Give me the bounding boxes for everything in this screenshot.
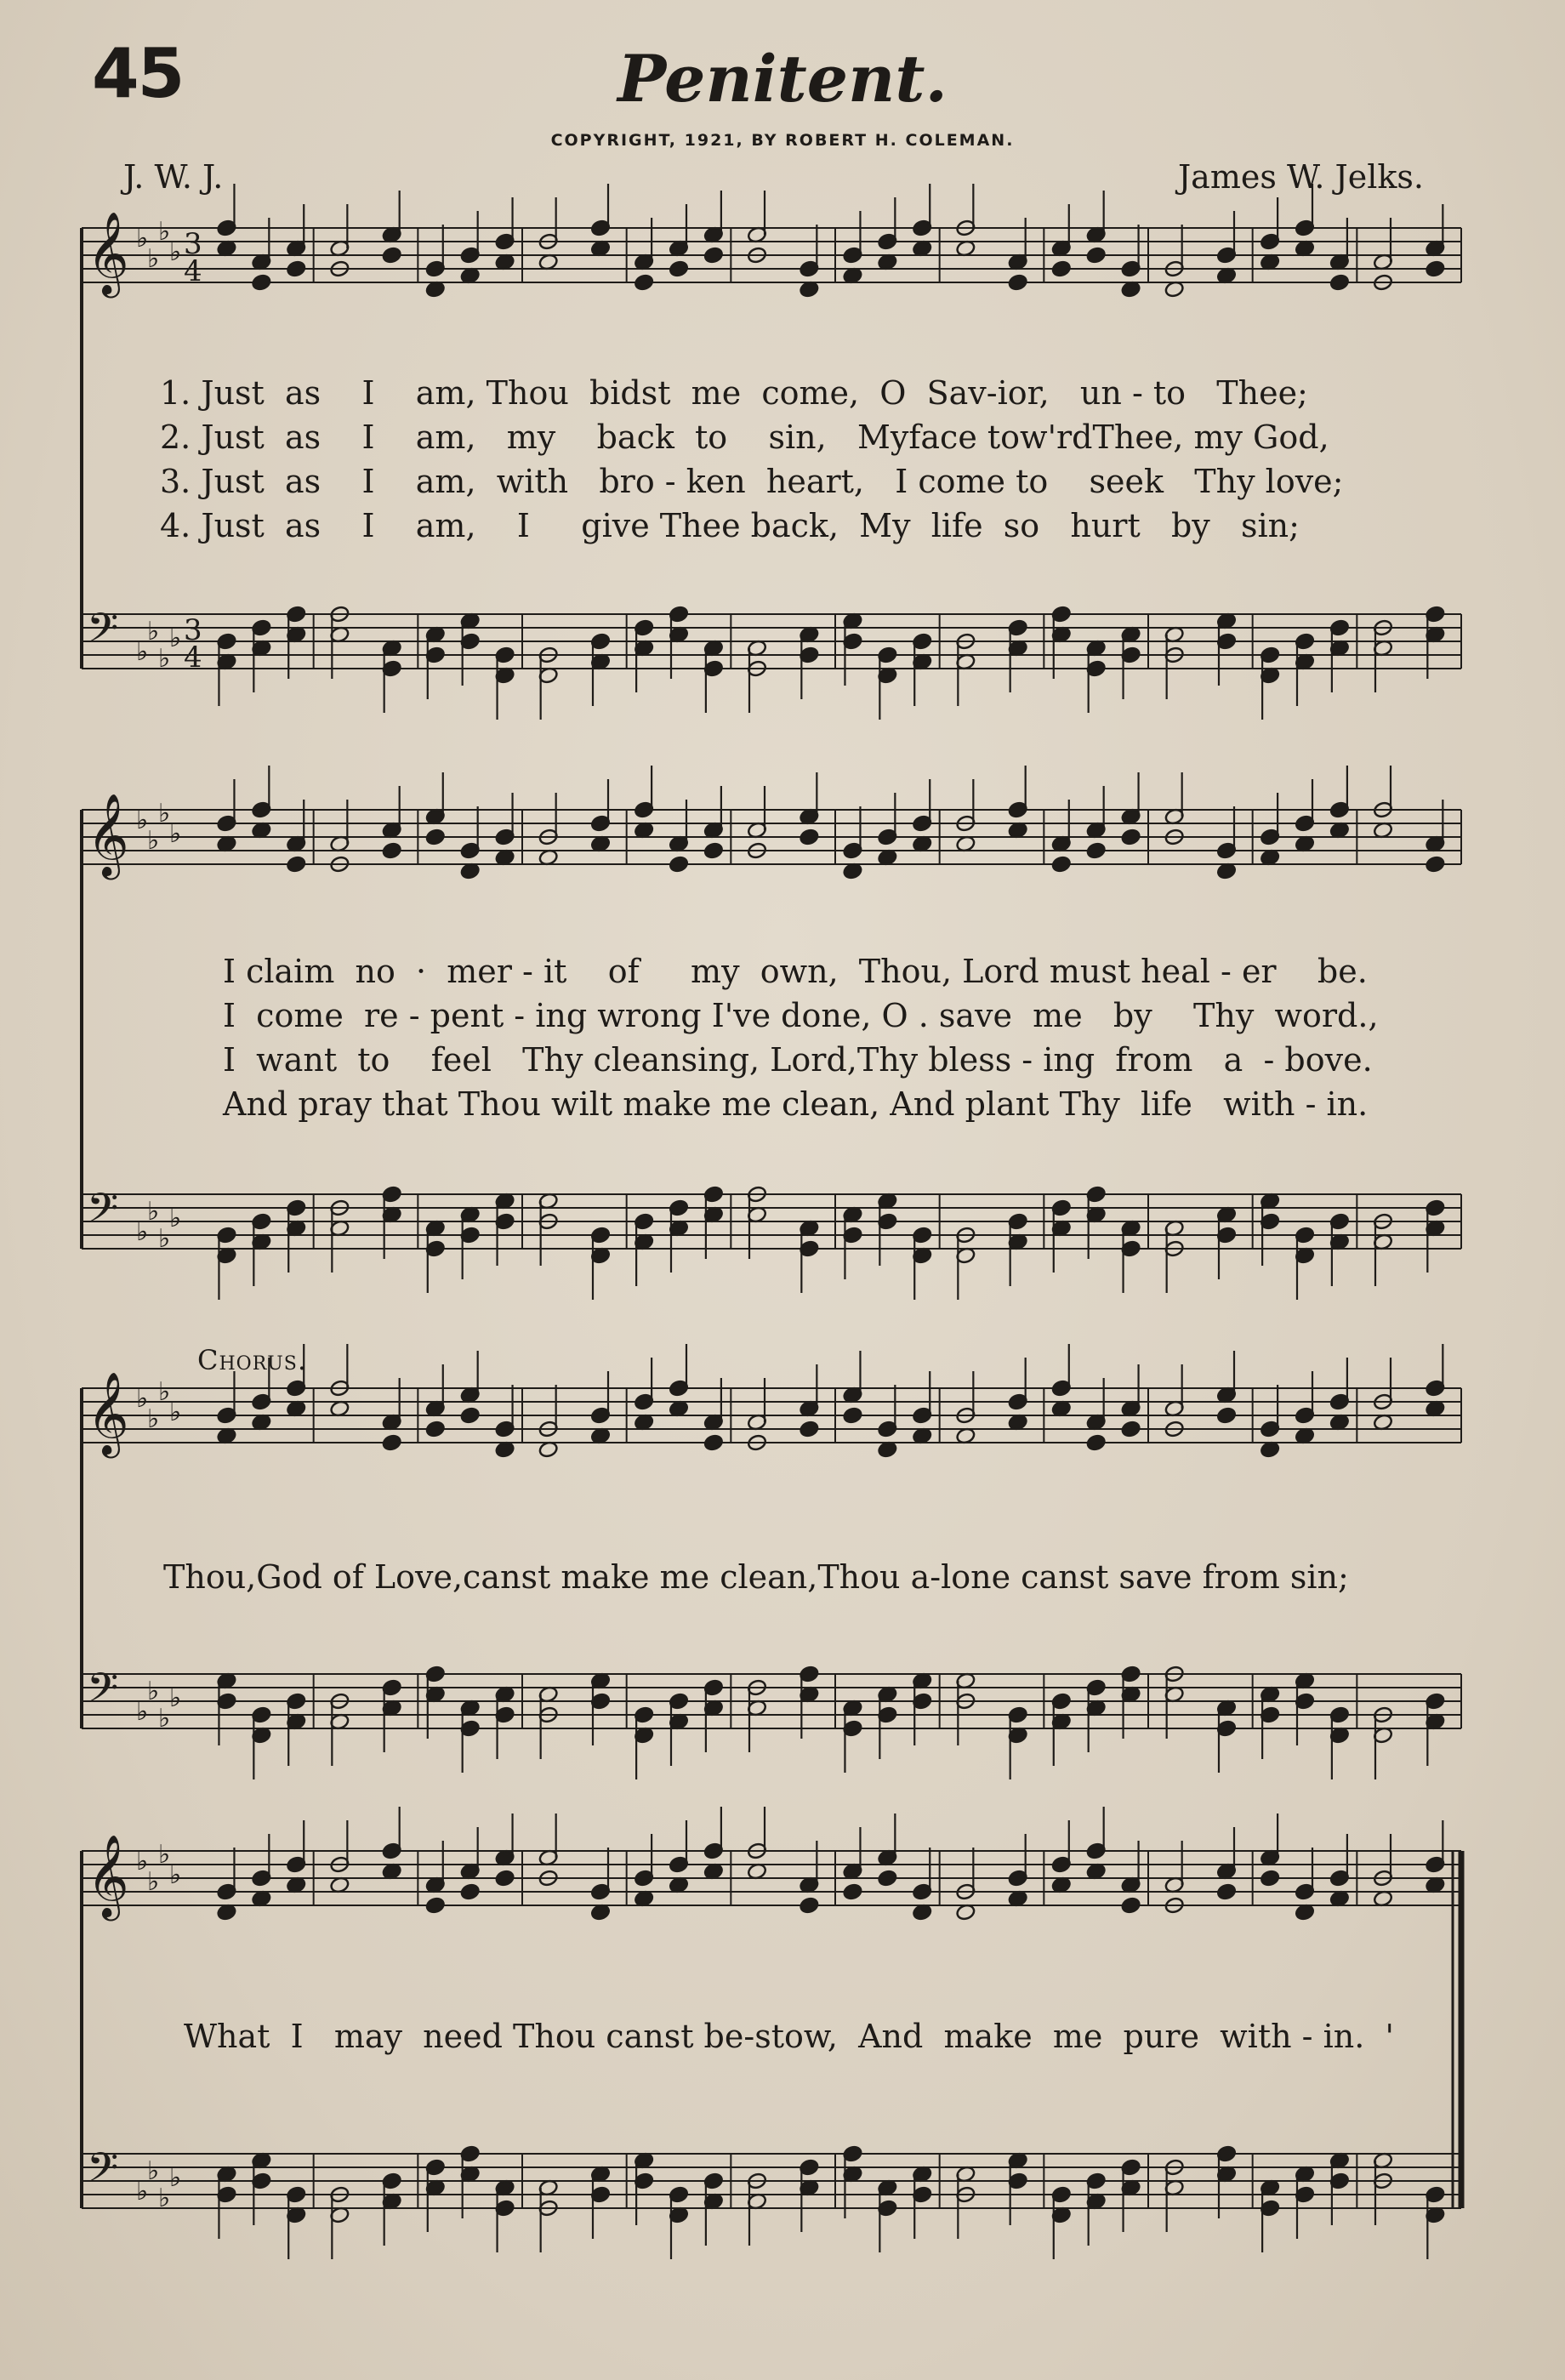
notehead — [634, 274, 654, 292]
flat-sign: ♭ — [136, 1384, 149, 1414]
flat-sign: ♭ — [136, 1697, 149, 1727]
notehead — [842, 1883, 862, 1901]
notehead — [703, 247, 724, 265]
notehead — [286, 856, 306, 874]
notehead — [1121, 1421, 1141, 1438]
verse-line-1: 1. Just as I am, Thou bidst me come, O Sav-ior, un - to Thee; — [160, 374, 1308, 412]
flat-sign: ♭ — [169, 2163, 182, 2193]
notehead — [460, 1883, 481, 1901]
notehead — [1121, 1897, 1141, 1915]
notehead — [1329, 274, 1350, 292]
notehead — [1086, 1434, 1107, 1452]
flat-sign: ♭ — [147, 244, 160, 274]
notehead — [1425, 856, 1445, 874]
time-sig-top: 3 — [184, 613, 202, 647]
flat-sign: ♭ — [169, 623, 182, 653]
notehead — [251, 274, 271, 292]
bass-clef: 𝄢 — [87, 604, 119, 662]
notehead — [425, 1897, 446, 1915]
chorus-label: Chorus. — [197, 1344, 308, 1376]
verse-line-6: I come re - pent - ing wrong I've done, O . save me by Thy word., — [223, 997, 1379, 1034]
treble-clef: 𝄞 — [87, 793, 129, 876]
notehead — [1216, 1883, 1237, 1901]
flat-sign: ♭ — [147, 2156, 160, 2186]
time-sig-bottom: 4 — [184, 254, 202, 288]
notehead — [799, 1421, 819, 1438]
notehead — [1086, 842, 1107, 860]
notehead — [703, 842, 724, 860]
notehead — [382, 1434, 402, 1452]
flat-sign: ♭ — [169, 819, 182, 849]
notehead — [669, 856, 689, 874]
notehead — [799, 828, 819, 846]
notehead — [1425, 260, 1445, 278]
notehead — [495, 1870, 515, 1887]
notehead — [425, 1421, 446, 1438]
notehead — [703, 1434, 724, 1452]
flat-sign: ♭ — [136, 1217, 149, 1247]
verse-line-2: 2. Just as I am, my back to sin, Myface tow'rdThee, my God, — [160, 418, 1329, 456]
notehead — [1216, 1407, 1237, 1425]
verse-line-3: 3. Just as I am, with bro - ken heart, I come to seek Thy love; — [160, 463, 1344, 500]
notehead — [842, 1407, 862, 1425]
flat-sign: ♭ — [158, 2184, 171, 2213]
verse-line-5: I claim no · mer - it of my own, Thou, Lord must heal - er be. — [223, 953, 1368, 990]
notehead — [1008, 274, 1028, 292]
flat-sign: ♭ — [147, 1867, 160, 1897]
hymn-number: 45 — [92, 34, 184, 113]
notehead — [877, 1870, 897, 1887]
chorus-line-2: What I may need Thou canst be-stow, And make me pure with - in. ' — [184, 2018, 1394, 2055]
notehead — [1121, 828, 1141, 846]
flat-sign: ♭ — [169, 237, 182, 267]
flat-sign: ♭ — [169, 1204, 182, 1233]
flat-sign: ♭ — [158, 1704, 171, 1734]
notehead — [1051, 260, 1072, 278]
notehead — [286, 260, 306, 278]
flat-sign: ♭ — [147, 826, 160, 856]
time-sig-top: 3 — [184, 227, 202, 261]
verse-line-8: And pray that Thou wilt make me clean, And plant Thy life with - in. — [223, 1085, 1369, 1123]
author-initials: J. W. J. — [123, 158, 224, 196]
treble-clef: 𝄞 — [87, 1834, 129, 1917]
flat-sign: ♭ — [169, 1683, 182, 1713]
hymn-title: Penitent. — [617, 41, 948, 117]
notehead — [1051, 856, 1072, 874]
flat-sign: ♭ — [158, 644, 171, 674]
flat-sign: ♭ — [147, 617, 160, 646]
notehead — [425, 828, 446, 846]
flat-sign: ♭ — [147, 1404, 160, 1434]
flat-sign: ♭ — [136, 806, 149, 835]
notehead — [669, 260, 689, 278]
verse-line-4: 4. Just as I am, I give Thee back, My life so hurt by sin; — [160, 507, 1300, 544]
notehead — [1086, 247, 1107, 265]
notehead — [382, 247, 402, 265]
bass-clef: 𝄢 — [87, 2144, 119, 2201]
flat-sign: ♭ — [158, 1377, 171, 1407]
notehead — [799, 1897, 819, 1915]
flat-sign: ♭ — [136, 1847, 149, 1876]
notehead — [1260, 1870, 1280, 1887]
flat-sign: ♭ — [136, 2177, 149, 2206]
flat-sign: ♭ — [158, 217, 171, 247]
flat-sign: ♭ — [158, 1840, 171, 1870]
flat-sign: ♭ — [136, 224, 149, 253]
flat-sign: ♭ — [169, 1860, 182, 1890]
copyright-notice: COPYRIGHT, 1921, BY ROBERT H. COLEMAN. — [550, 131, 1015, 150]
composer-name: James W. Jelks. — [1177, 158, 1424, 196]
flat-sign: ♭ — [147, 1197, 160, 1227]
flat-sign: ♭ — [158, 1224, 171, 1254]
time-sig-bottom: 4 — [184, 641, 202, 675]
bass-clef: 𝄢 — [87, 1184, 119, 1242]
bass-clef: 𝄢 — [87, 1664, 119, 1722]
notehead — [460, 1407, 481, 1425]
flat-sign: ♭ — [136, 637, 149, 667]
notehead — [382, 842, 402, 860]
flat-sign: ♭ — [147, 1677, 160, 1706]
flat-sign: ♭ — [158, 799, 171, 828]
chorus-line-1: Thou,God of Love,canst make me clean,Thou a-lone canst save from sin; — [163, 1558, 1349, 1596]
treble-clef: 𝄞 — [87, 1371, 129, 1455]
treble-clef: 𝄞 — [87, 211, 129, 294]
flat-sign: ♭ — [169, 1398, 182, 1427]
verse-line-7: I want to feel Thy cleansing, Lord,Thy bless - ing from a - bove. — [223, 1041, 1373, 1079]
